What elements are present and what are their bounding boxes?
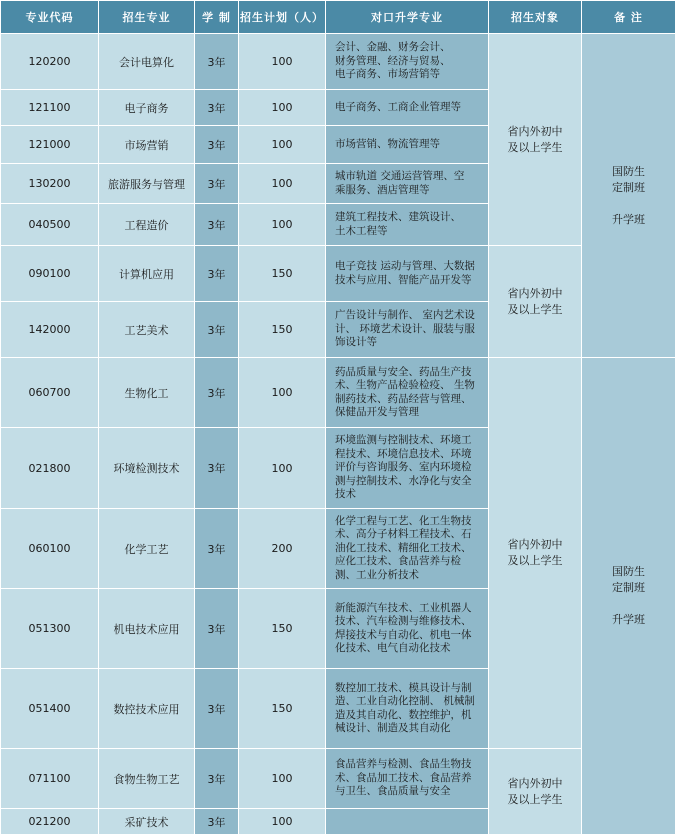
major-cell: 工艺美术 xyxy=(99,302,195,358)
code-cell: 090100 xyxy=(1,246,99,302)
length-cell: 3年 xyxy=(195,204,239,246)
plan-cell: 100 xyxy=(239,809,326,835)
code-cell: 130200 xyxy=(1,164,99,204)
length-cell: 3年 xyxy=(195,749,239,809)
length-cell: 3年 xyxy=(195,90,239,126)
major-cell: 机电技术应用 xyxy=(99,589,195,669)
target-cell: 省内外初中 及以上学生 xyxy=(489,34,582,246)
plan-cell: 100 xyxy=(239,358,326,428)
code-cell: 121000 xyxy=(1,126,99,164)
code-cell: 071100 xyxy=(1,749,99,809)
header-major: 招生专业 xyxy=(99,1,195,34)
major-cell: 环境检测技术 xyxy=(99,428,195,509)
length-cell: 3年 xyxy=(195,164,239,204)
table-row xyxy=(1,749,675,809)
code-cell: 051400 xyxy=(1,669,99,749)
header-plan: 招生计划（人） xyxy=(239,1,326,34)
upgrade-cell: 食品营养与检测、食品生物技 术、食品加工技术、食品营养 与卫生、食品质量与安全 xyxy=(326,749,489,809)
code-cell: 021800 xyxy=(1,428,99,509)
code-cell: 060700 xyxy=(1,358,99,428)
upgrade-cell: 数控加工技术、模具设计与制 造、工业自动化控制、 机械制 造及其自动化、数控维护，机 械设计、制造及其自动化 xyxy=(326,669,489,749)
length-cell: 3年 xyxy=(195,509,239,589)
length-cell: 3年 xyxy=(195,669,239,749)
length-cell: 3年 xyxy=(195,302,239,358)
upgrade-cell: 新能源汽车技术、工业机器人 技术、汽车检测与维修技术、 焊接技术与自动化、机电一体 化技术、电气自动化技术 xyxy=(326,589,489,669)
length-cell: 3年 xyxy=(195,126,239,164)
plan-cell: 150 xyxy=(239,669,326,749)
major-cell: 采矿技术 xyxy=(99,809,195,835)
note-cell: 国防生 定制班 升学班 xyxy=(582,34,675,358)
length-cell: 3年 xyxy=(195,34,239,90)
plan-cell: 100 xyxy=(239,164,326,204)
major-cell: 市场营销 xyxy=(99,126,195,164)
target-cell: 省内外初中 及以上学生 xyxy=(489,358,582,749)
length-cell: 3年 xyxy=(195,246,239,302)
plan-cell: 100 xyxy=(239,428,326,509)
code-cell: 021200 xyxy=(1,809,99,835)
major-cell: 会计电算化 xyxy=(99,34,195,90)
table-row xyxy=(1,358,675,428)
upgrade-cell: 药品质量与安全、药品生产技 术、生物产品检验检疫、 生物 制药技术、药品经营与管理、 保健品开发与管理 xyxy=(326,358,489,428)
header-code: 专业代码 xyxy=(1,1,99,34)
upgrade-cell: 化学工程与工艺、化工生物技 术、高分子材料工程技术、石 油化工技术、精细化工技术、 应化工技术、食品营养与检 测、工业分析技术 xyxy=(326,509,489,589)
plan-cell: 100 xyxy=(239,749,326,809)
length-cell: 3年 xyxy=(195,809,239,835)
major-cell: 工程造价 xyxy=(99,204,195,246)
note-cell: 国防生 定制班 升学班 xyxy=(582,358,675,835)
major-cell: 数控技术应用 xyxy=(99,669,195,749)
upgrade-cell: 城市轨道 交通运营管理、空 乘服务、酒店管理等 xyxy=(326,164,489,204)
major-cell: 食物生物工艺 xyxy=(99,749,195,809)
plan-cell: 150 xyxy=(239,589,326,669)
target-cell: 省内外初中 及以上学生 xyxy=(489,749,582,835)
upgrade-cell xyxy=(326,809,489,835)
plan-cell: 100 xyxy=(239,204,326,246)
length-cell: 3年 xyxy=(195,358,239,428)
upgrade-cell: 市场营销、物流管理等 xyxy=(326,126,489,164)
plan-cell: 150 xyxy=(239,246,326,302)
upgrade-cell: 建筑工程技术、建筑设计、 土木工程等 xyxy=(326,204,489,246)
code-cell: 040500 xyxy=(1,204,99,246)
major-cell: 计算机应用 xyxy=(99,246,195,302)
table-row xyxy=(1,34,675,90)
upgrade-cell: 广告设计与制作、 室内艺术设 计、 环境艺术设计、服装与服 饰设计等 xyxy=(326,302,489,358)
header-target: 招生对象 xyxy=(489,1,582,34)
plan-cell: 100 xyxy=(239,126,326,164)
header-note: 备 注 xyxy=(582,1,675,34)
major-cell: 化学工艺 xyxy=(99,509,195,589)
plan-cell: 150 xyxy=(239,302,326,358)
upgrade-cell: 电子商务、工商企业管理等 xyxy=(326,90,489,126)
header-upgrade: 对口升学专业 xyxy=(326,1,489,34)
upgrade-cell: 电子竞技 运动与管理、大数据 技术与应用、智能产品开发等 xyxy=(326,246,489,302)
length-cell: 3年 xyxy=(195,589,239,669)
plan-cell: 200 xyxy=(239,509,326,589)
code-cell: 051300 xyxy=(1,589,99,669)
upgrade-cell: 环境监测与控制技术、环境工 程技术、环境信息技术、环境 评价与咨询服务、室内环境检 测与控制技术、水净化与安全 技术 xyxy=(326,428,489,509)
code-cell: 121100 xyxy=(1,90,99,126)
code-cell: 060100 xyxy=(1,509,99,589)
length-cell: 3年 xyxy=(195,428,239,509)
header-row xyxy=(1,1,675,34)
plan-cell: 100 xyxy=(239,90,326,126)
major-cell: 生物化工 xyxy=(99,358,195,428)
code-cell: 142000 xyxy=(1,302,99,358)
upgrade-cell: 会计、金融、财务会计、 财务管理、经济与贸易、 电子商务、市场营销等 xyxy=(326,34,489,90)
target-cell: 省内外初中 及以上学生 xyxy=(489,246,582,358)
plan-cell: 100 xyxy=(239,34,326,90)
header-length: 学 制 xyxy=(195,1,239,34)
major-cell: 旅游服务与管理 xyxy=(99,164,195,204)
table-row xyxy=(1,246,675,302)
major-cell: 电子商务 xyxy=(99,90,195,126)
code-cell: 120200 xyxy=(1,34,99,90)
